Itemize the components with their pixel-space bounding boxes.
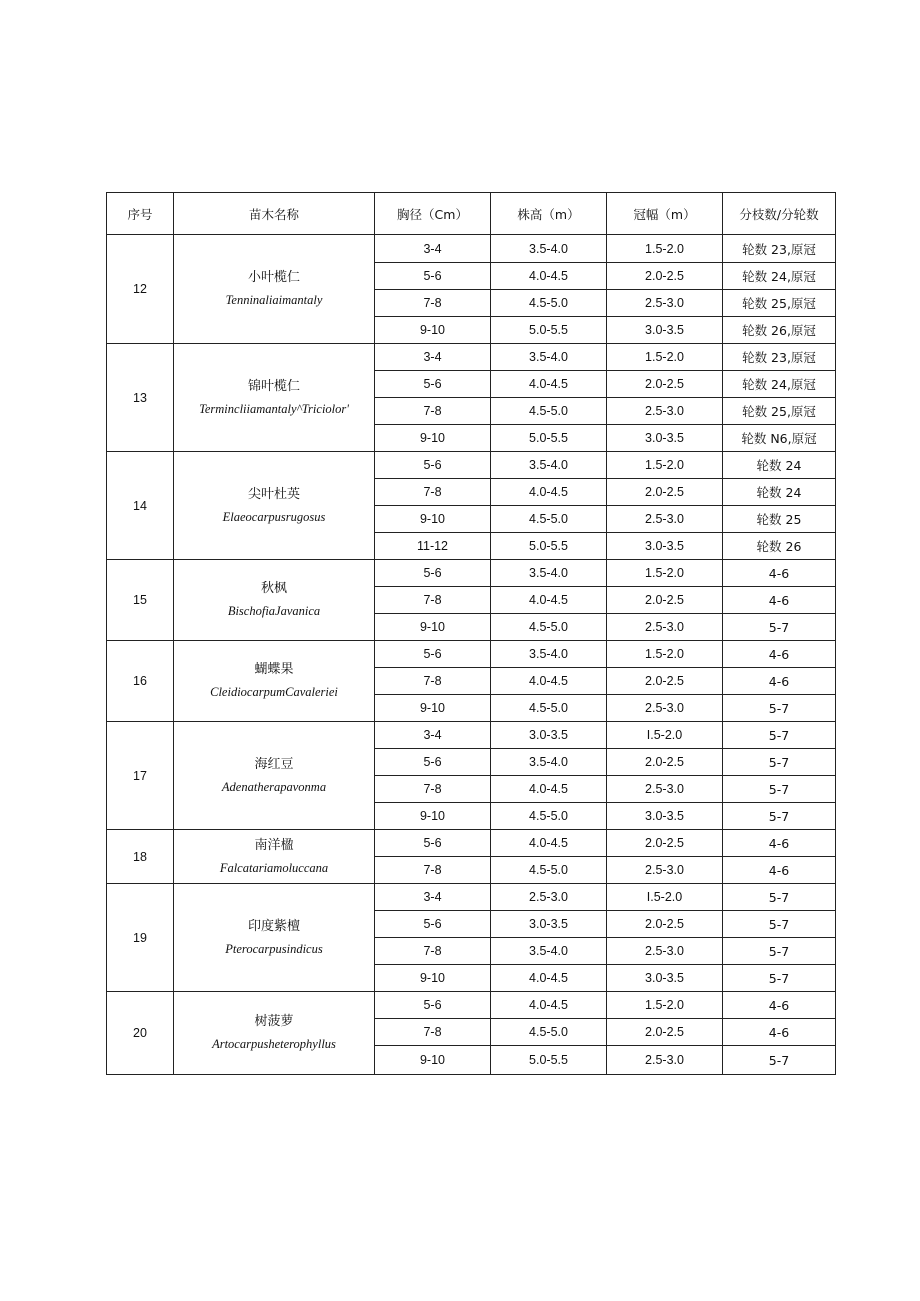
dbh-cell: 5-6	[375, 560, 491, 587]
latin-name: Falcatariamoluccana	[219, 860, 329, 875]
branch-cell: 5-7	[723, 965, 836, 992]
height-cell: 3.5-4.0	[491, 938, 607, 965]
header-height: 株高（m）	[491, 193, 607, 235]
branch-cell: 4-6	[723, 560, 836, 587]
table-row	[107, 830, 836, 857]
height-cell: 3.5-4.0	[491, 641, 607, 668]
crown-cell: 2.5-3.0	[607, 776, 723, 803]
dbh-cell: 9-10	[375, 614, 491, 641]
branch-cell: 轮数 24,原冠	[723, 371, 836, 398]
branch-cell: 4-6	[723, 587, 836, 614]
seedling-spec-table	[106, 192, 836, 1075]
branch-cell: 4-6	[723, 641, 836, 668]
height-cell: 4.0-4.5	[491, 992, 607, 1019]
height-cell: 4.0-4.5	[491, 830, 607, 857]
dbh-cell: 9-10	[375, 965, 491, 992]
table-body	[107, 235, 836, 1075]
height-cell: 4.5-5.0	[491, 614, 607, 641]
branch-cell: 轮数 N6,原冠	[723, 425, 836, 452]
seedling-name-cell	[174, 992, 375, 1075]
seedling-name-cell	[174, 560, 375, 641]
branch-cell: 4-6	[723, 992, 836, 1019]
height-cell: 3.5-4.0	[491, 235, 607, 263]
crown-cell: 2.0-2.5	[607, 263, 723, 290]
crown-cell: 3.0-3.5	[607, 425, 723, 452]
height-cell: 4.0-4.5	[491, 668, 607, 695]
crown-cell: 2.0-2.5	[607, 479, 723, 506]
header-no: 序号	[107, 193, 174, 235]
crown-cell: 2.5-3.0	[607, 938, 723, 965]
branch-cell: 4-6	[723, 668, 836, 695]
seq-no-cell: 17	[107, 722, 174, 830]
table-row	[107, 452, 836, 479]
branch-cell: 4-6	[723, 830, 836, 857]
crown-cell: 1.5-2.0	[607, 992, 723, 1019]
height-cell: 3.0-3.5	[491, 911, 607, 938]
height-cell: 2.5-3.0	[491, 884, 607, 911]
header-dbh: 胸径（Cm）	[375, 193, 491, 235]
branch-cell: 4-6	[723, 857, 836, 884]
dbh-cell: 9-10	[375, 1046, 491, 1075]
table-row	[107, 235, 836, 263]
crown-cell: 2.5-3.0	[607, 695, 723, 722]
table-row	[107, 560, 836, 587]
height-cell: 3.5-4.0	[491, 749, 607, 776]
dbh-cell: 5-6	[375, 830, 491, 857]
branch-cell: 5-7	[723, 1046, 836, 1075]
dbh-cell: 7-8	[375, 587, 491, 614]
latin-name: Artocarpusheterophyllus	[212, 1037, 336, 1051]
height-cell: 4.0-4.5	[491, 965, 607, 992]
crown-cell: 1.5-2.0	[607, 452, 723, 479]
dbh-cell: 5-6	[375, 452, 491, 479]
branch-cell: 轮数 26,原冠	[723, 317, 836, 344]
height-cell: 4.5-5.0	[491, 1019, 607, 1046]
latin-name: Termincliiamantaly^Triciolor'	[199, 401, 349, 416]
branch-cell: 5-7	[723, 722, 836, 749]
height-cell: 4.5-5.0	[491, 398, 607, 425]
height-cell: 4.0-4.5	[491, 587, 607, 614]
dbh-cell: 11-12	[375, 533, 491, 560]
branch-cell: 轮数 26	[723, 533, 836, 560]
branch-cell: 5-7	[723, 776, 836, 803]
branch-cell: 5-7	[723, 749, 836, 776]
crown-cell: 3.0-3.5	[607, 965, 723, 992]
latin-name: Elaeocarpusrugosus	[222, 509, 326, 524]
chinese-name: 秋枫	[260, 581, 287, 596]
height-cell: 5.0-5.5	[491, 425, 607, 452]
branch-cell: 轮数 25	[723, 506, 836, 533]
branch-cell: 轮数 24,原冠	[723, 263, 836, 290]
crown-cell: 2.0-2.5	[607, 749, 723, 776]
crown-cell: 3.0-3.5	[607, 317, 723, 344]
dbh-cell: 7-8	[375, 938, 491, 965]
dbh-cell: 9-10	[375, 425, 491, 452]
branch-cell: 轮数 25,原冠	[723, 290, 836, 317]
branch-cell: 5-7	[723, 938, 836, 965]
dbh-cell: 9-10	[375, 506, 491, 533]
crown-cell: 2.5-3.0	[607, 857, 723, 884]
dbh-cell: 7-8	[375, 398, 491, 425]
latin-name: CleidiocarpumCavaleriei	[210, 685, 338, 699]
dbh-cell: 9-10	[375, 695, 491, 722]
chinese-name: 海红豆	[254, 756, 294, 772]
branch-cell: 轮数 24	[723, 479, 836, 506]
seedling-name-cell	[174, 884, 375, 992]
height-cell: 4.0-4.5	[491, 479, 607, 506]
crown-cell: 1.5-2.0	[607, 641, 723, 668]
crown-cell: 2.5-3.0	[607, 398, 723, 425]
crown-cell: 2.5-3.0	[607, 290, 723, 317]
height-cell: 3.5-4.0	[491, 344, 607, 371]
branch-cell: 5-7	[723, 695, 836, 722]
height-cell: 4.5-5.0	[491, 803, 607, 830]
crown-cell: 3.0-3.5	[607, 803, 723, 830]
header-row	[107, 193, 836, 235]
table-row	[107, 641, 836, 668]
seq-no-cell: 13	[107, 344, 174, 452]
chinese-name: 南洋楹	[254, 837, 294, 853]
header-crown: 冠幅（m）	[607, 193, 723, 235]
dbh-cell: 7-8	[375, 776, 491, 803]
latin-name: BischofiaJavanica	[227, 604, 321, 618]
branch-cell: 5-7	[723, 884, 836, 911]
height-cell: 4.0-4.5	[491, 371, 607, 398]
height-cell: 3.0-3.5	[491, 722, 607, 749]
seedling-name-cell	[174, 830, 375, 884]
crown-cell: 1.5-2.0	[607, 344, 723, 371]
seedling-name-cell	[174, 235, 375, 344]
seq-no-cell: 18	[107, 830, 174, 884]
dbh-cell: 3-4	[375, 884, 491, 911]
crown-cell: 2.0-2.5	[607, 371, 723, 398]
crown-cell: 1.5-2.0	[607, 560, 723, 587]
crown-cell: 2.0-2.5	[607, 830, 723, 857]
seq-no-cell: 20	[107, 992, 174, 1075]
height-cell: 4.5-5.0	[491, 695, 607, 722]
dbh-cell: 7-8	[375, 857, 491, 884]
seq-no-cell: 14	[107, 452, 174, 560]
seedling-name-cell	[174, 344, 375, 452]
table-row	[107, 722, 836, 749]
height-cell: 3.5-4.0	[491, 452, 607, 479]
height-cell: 4.0-4.5	[491, 776, 607, 803]
latin-name: Adenatherapavonma	[221, 779, 327, 794]
seq-no-cell: 16	[107, 641, 174, 722]
branch-cell: 5-7	[723, 614, 836, 641]
table-row	[107, 344, 836, 371]
chinese-name: 小叶榄仁	[247, 270, 300, 285]
dbh-cell: 7-8	[375, 290, 491, 317]
dbh-cell: 9-10	[375, 317, 491, 344]
chinese-name: 蝴蝶果	[254, 662, 294, 677]
height-cell: 4.5-5.0	[491, 857, 607, 884]
latin-name: Tenninaliaimantaly	[225, 293, 323, 307]
crown-cell: 2.5-3.0	[607, 614, 723, 641]
dbh-cell: 7-8	[375, 479, 491, 506]
seq-no-cell: 15	[107, 560, 174, 641]
header-branch: 分枝数/分轮数	[723, 193, 836, 235]
latin-name: Pterocarpusindicus	[225, 941, 323, 956]
height-cell: 3.5-4.0	[491, 560, 607, 587]
dbh-cell: 3-4	[375, 344, 491, 371]
crown-cell: 2.5-3.0	[607, 506, 723, 533]
height-cell: 5.0-5.5	[491, 317, 607, 344]
crown-cell: I.5-2.0	[607, 722, 723, 749]
dbh-cell: 9-10	[375, 803, 491, 830]
crown-cell: 2.0-2.5	[607, 587, 723, 614]
crown-cell: 3.0-3.5	[607, 533, 723, 560]
crown-cell: 2.0-2.5	[607, 1019, 723, 1046]
branch-cell: 4-6	[723, 1019, 836, 1046]
dbh-cell: 5-6	[375, 263, 491, 290]
dbh-cell: 3-4	[375, 235, 491, 263]
seq-no-cell: 19	[107, 884, 174, 992]
height-cell: 4.5-5.0	[491, 506, 607, 533]
seq-no-cell: 12	[107, 235, 174, 344]
crown-cell: I.5-2.0	[607, 884, 723, 911]
chinese-name: 树菠萝	[254, 1014, 294, 1029]
crown-cell: 2.5-3.0	[607, 1046, 723, 1075]
crown-cell: 2.0-2.5	[607, 668, 723, 695]
branch-cell: 轮数 24	[723, 452, 836, 479]
dbh-cell: 3-4	[375, 722, 491, 749]
seedling-name-cell	[174, 722, 375, 830]
chinese-name: 锦叶榄仁	[247, 378, 300, 394]
dbh-cell: 7-8	[375, 1019, 491, 1046]
table-row	[107, 884, 836, 911]
branch-cell: 5-7	[723, 911, 836, 938]
dbh-cell: 5-6	[375, 749, 491, 776]
height-cell: 5.0-5.5	[491, 533, 607, 560]
height-cell: 4.5-5.0	[491, 290, 607, 317]
dbh-cell: 5-6	[375, 992, 491, 1019]
crown-cell: 1.5-2.0	[607, 235, 723, 263]
header-name: 苗木名称	[174, 193, 375, 235]
height-cell: 4.0-4.5	[491, 263, 607, 290]
dbh-cell: 7-8	[375, 668, 491, 695]
dbh-cell: 5-6	[375, 641, 491, 668]
table-row	[107, 992, 836, 1019]
chinese-name: 尖叶杜英	[247, 486, 300, 502]
branch-cell: 轮数 25,原冠	[723, 398, 836, 425]
seedling-name-cell	[174, 452, 375, 560]
chinese-name: 印度紫檀	[247, 918, 300, 934]
crown-cell: 2.0-2.5	[607, 911, 723, 938]
branch-cell: 轮数 23,原冠	[723, 235, 836, 263]
dbh-cell: 5-6	[375, 911, 491, 938]
branch-cell: 5-7	[723, 803, 836, 830]
seedling-name-cell	[174, 641, 375, 722]
branch-cell: 轮数 23,原冠	[723, 344, 836, 371]
height-cell: 5.0-5.5	[491, 1046, 607, 1075]
dbh-cell: 5-6	[375, 371, 491, 398]
